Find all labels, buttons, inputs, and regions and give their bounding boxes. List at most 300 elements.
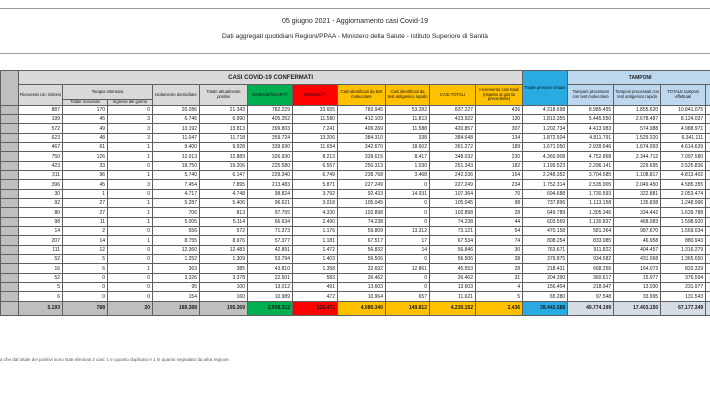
table-row [1, 255, 710, 264]
partial-cell [706, 217, 710, 226]
value-cell: 1.030 [386, 161, 430, 170]
region-cell [1, 161, 19, 170]
value-cell: 911.822 [568, 245, 614, 254]
value-cell: 71.373 [248, 227, 293, 236]
table-row [1, 143, 710, 152]
value-cell: 4.360.908 [523, 152, 568, 161]
value-cell: 14 [19, 227, 63, 236]
value-cell: 0 [63, 273, 108, 282]
value-cell: 833.985 [568, 236, 614, 245]
value-cell: 229.695 [614, 161, 661, 170]
header-row-1 [1, 85, 710, 100]
value-cell: 0 [108, 245, 153, 254]
value-cell: 213.483 [248, 180, 293, 189]
region-cell [1, 217, 19, 226]
value-cell: 1.358 [293, 264, 338, 273]
value-cell: 56.832 [338, 245, 386, 254]
value-cell: 8.985.455 [568, 105, 614, 114]
value-cell: 56.846 [430, 245, 476, 254]
value-cell: 5.406 [200, 199, 248, 208]
region-cell [1, 171, 19, 180]
value-cell: 322.881 [614, 189, 661, 198]
value-cell: 170 [63, 105, 108, 114]
value-cell: 102.898 [338, 208, 386, 217]
partial-cell [706, 245, 710, 254]
value-cell: 737.896 [523, 199, 568, 208]
region-cell [1, 245, 19, 254]
value-cell: 1.181 [293, 236, 338, 245]
value-cell: 5.287 [153, 199, 200, 208]
total-cell: 67.177.349 [661, 301, 706, 315]
region-cell [1, 264, 19, 273]
value-cell: 8.417 [386, 152, 430, 161]
value-cell: 363 [153, 264, 200, 273]
value-cell: 28 [476, 208, 523, 217]
col-header-casi-antigenico: Casi identificati da test antigenico rapido [386, 85, 430, 106]
value-cell: 7.241 [293, 124, 338, 133]
col-header-casi-molecolare: Casi identificati da test molecolare [338, 85, 386, 106]
region-cell [1, 208, 19, 217]
partial-cell [706, 152, 710, 161]
value-cell: 0 [108, 255, 153, 264]
value-cell: 6 [19, 292, 63, 301]
value-cell: 934.582 [568, 255, 614, 264]
value-cell: 189 [476, 143, 523, 152]
value-cell: 396 [19, 180, 63, 189]
value-cell: 2.049.450 [614, 180, 661, 189]
value-cell: 13.012 [248, 283, 293, 292]
value-cell: 3 [108, 180, 153, 189]
value-cell: 409.269 [338, 124, 386, 133]
value-cell: 0 [386, 208, 430, 217]
value-cell: 0 [386, 199, 430, 208]
value-cell: 8.213 [293, 152, 338, 161]
total-cell: 2.436 [476, 301, 523, 315]
value-cell: 59.809 [338, 227, 386, 236]
value-cell: 1 [108, 264, 153, 273]
value-cell: 131.543 [661, 292, 706, 301]
value-cell: 668.256 [568, 264, 614, 273]
value-cell: 0 [386, 255, 430, 264]
value-cell: 10.964 [338, 292, 386, 301]
total-cell: 149.812 [386, 301, 430, 315]
table-row [1, 180, 710, 189]
col-header-tamponi-totale: TOTALE tamponi effettuati [661, 85, 706, 106]
table-row [1, 264, 710, 273]
partial-cell [706, 273, 710, 282]
value-cell: 56.506 [338, 255, 386, 264]
value-cell: 57.377 [248, 236, 293, 245]
value-cell: 182 [476, 161, 523, 170]
col-header-casi-totali: CASI TOTALI [430, 85, 476, 106]
value-cell: 61 [63, 143, 108, 152]
partial-cell [706, 189, 710, 198]
value-cell: 80 [19, 208, 63, 217]
value-cell: 130 [476, 115, 523, 124]
value-cell: 227.249 [338, 180, 386, 189]
value-cell: 52 [19, 255, 63, 264]
value-cell: 14.931 [386, 189, 430, 198]
value-cell: 9.928 [200, 143, 248, 152]
value-cell: 10.989 [248, 292, 293, 301]
value-cell: 30 [476, 245, 523, 254]
value-cell: 0 [108, 105, 153, 114]
value-cell: 8.124.037 [661, 115, 706, 124]
value-cell: 1.730.593 [568, 189, 614, 198]
value-cell: 360.617 [568, 273, 614, 282]
value-cell: 12.360 [153, 245, 200, 254]
value-cell: 31 [476, 273, 523, 282]
value-cell: 1.855.620 [614, 105, 661, 114]
value-cell: 56.506 [430, 255, 476, 264]
table-row [1, 292, 710, 301]
value-cell: 1.365.650 [661, 255, 706, 264]
value-cell: 49 [63, 124, 108, 133]
value-cell: 0 [386, 283, 430, 292]
value-cell: 1.639.788 [661, 208, 706, 217]
value-cell: 6.557 [293, 161, 338, 170]
value-cell: 7.454 [153, 180, 200, 189]
value-cell: 6.990 [200, 115, 248, 124]
value-cell: 227.249 [430, 180, 476, 189]
value-cell: 98 [476, 199, 523, 208]
value-cell: 887 [19, 105, 63, 114]
value-cell: 1 [108, 152, 153, 161]
value-cell: 229.340 [248, 171, 293, 180]
value-cell: 14 [386, 245, 430, 254]
value-cell: 1 [108, 236, 153, 245]
value-cell: 1 [108, 171, 153, 180]
table-row [1, 133, 710, 142]
value-cell: 420.857 [430, 124, 476, 133]
value-cell: 782.229 [248, 105, 293, 114]
table-row [1, 105, 710, 114]
value-cell: 339.690 [248, 143, 293, 152]
value-cell: 412.109 [338, 115, 386, 124]
value-cell: 2.248.352 [523, 171, 568, 180]
value-cell: 399.803 [248, 124, 293, 133]
value-cell: 44 [476, 217, 523, 226]
value-cell: 45 [63, 180, 108, 189]
total-cell: 28.442.588 [523, 301, 568, 315]
value-cell: 70 [476, 189, 523, 198]
col-header-deceduti: DECEDUTI [293, 85, 338, 106]
region-cell [1, 227, 19, 236]
value-cell: 6.749 [293, 171, 338, 180]
value-cell: 8.755 [153, 236, 200, 245]
total-cell: 5.193 [19, 301, 63, 315]
value-cell: 242.236 [430, 171, 476, 180]
value-cell: 0 [386, 180, 430, 189]
total-cell: 20 [108, 301, 153, 315]
band-casi-confermati: CASI COVID-19 CONFERMATI [19, 71, 523, 85]
value-cell: 11.047 [153, 133, 200, 142]
value-cell: 6.746 [153, 115, 200, 124]
value-cell: 404.457 [614, 245, 661, 254]
region-cell [1, 105, 19, 114]
value-cell: 13.312 [386, 227, 430, 236]
value-cell: 657 [386, 292, 430, 301]
value-cell: 4.988.971 [661, 124, 706, 133]
value-cell: 4.585.355 [661, 180, 706, 189]
value-cell: 7.097.580 [661, 152, 706, 161]
value-cell: 0 [63, 283, 108, 292]
value-cell: 43.810 [248, 264, 293, 273]
value-cell: 105.045 [338, 199, 386, 208]
value-cell: 96 [63, 171, 108, 180]
value-cell: 5 [476, 292, 523, 301]
value-cell: 11.621 [430, 292, 476, 301]
value-cell: 832.329 [661, 264, 706, 273]
partial-cell [706, 264, 710, 273]
value-cell: 250.313 [338, 161, 386, 170]
value-cell: 339.615 [338, 152, 386, 161]
value-cell: 1.813.355 [523, 115, 568, 124]
table-row [1, 236, 710, 245]
value-cell: 27 [63, 199, 108, 208]
totals-region-cell [1, 301, 19, 315]
value-cell: 234 [476, 180, 523, 189]
value-cell: 53.282 [386, 105, 430, 114]
table-row [1, 245, 710, 254]
value-cell: 1 [108, 199, 153, 208]
value-cell: 423.922 [430, 115, 476, 124]
table-row [1, 217, 710, 226]
value-cell: 238.768 [338, 171, 386, 180]
col-header-dimessi-guariti: DIMESSI/GUARITI [248, 85, 293, 106]
value-cell: 384.310 [338, 133, 386, 142]
value-cell: 38 [476, 255, 523, 264]
value-cell: 1.569.034 [661, 227, 706, 236]
value-cell: 3 [108, 124, 153, 133]
partial-cell [706, 133, 710, 142]
region-column-header [1, 71, 19, 106]
covid-data-table [0, 70, 710, 316]
value-cell: 348.032 [430, 152, 476, 161]
value-cell: 1 [63, 189, 108, 198]
value-cell: 30 [19, 189, 63, 198]
partial-cell [706, 236, 710, 245]
value-cell: 1 [108, 217, 153, 226]
value-cell: 1.752.314 [523, 180, 568, 189]
value-cell: 3.704.585 [568, 171, 614, 180]
value-cell: 65.280 [523, 292, 568, 301]
value-cell: 1.598.920 [661, 217, 706, 226]
partial-cell [706, 292, 710, 301]
value-cell: 1.316.279 [661, 245, 706, 254]
value-cell: 361.272 [430, 143, 476, 152]
table-row [1, 189, 710, 198]
value-cell: 11.580 [293, 115, 338, 124]
value-cell: 556 [153, 227, 200, 236]
value-cell: 1 [108, 208, 153, 217]
value-cell: 0 [108, 292, 153, 301]
region-cell [1, 292, 19, 301]
region-cell [1, 255, 19, 264]
value-cell: 2.296.141 [568, 161, 614, 170]
col-header-incremento: Incremento casi totali (rispetto al giorno precedente) [476, 85, 523, 106]
value-cell: 73.121 [430, 227, 476, 236]
value-cell: 45 [63, 115, 108, 124]
value-cell: 251.343 [430, 161, 476, 170]
value-cell: 92 [19, 199, 63, 208]
total-cell: 17.403.150 [614, 301, 661, 315]
value-cell: 623 [19, 133, 63, 142]
value-cell: 11.654 [293, 143, 338, 152]
value-cell: 3.792 [293, 189, 338, 198]
value-cell: 13.206 [293, 133, 338, 142]
value-cell: 15.977 [614, 273, 661, 282]
value-cell: 52 [19, 273, 63, 282]
value-cell: 97.548 [568, 292, 614, 301]
value-cell: 431.068 [614, 255, 661, 264]
partial-cell [706, 301, 710, 315]
col-header-tamponi-molecolare: Tamponi processati con test molecolare [568, 85, 614, 106]
totals-row [1, 301, 710, 315]
value-cell: 14 [63, 236, 108, 245]
value-cell: 12.013 [153, 152, 200, 161]
col-header-ti-ingressi: Ingressi del giorno [108, 100, 153, 106]
value-cell: 9.400 [153, 143, 200, 152]
partial-cell [706, 180, 710, 189]
region-cell [1, 143, 19, 152]
region-cell [1, 152, 19, 161]
value-cell: 581.364 [568, 227, 614, 236]
value-cell: 10.841.075 [661, 105, 706, 114]
value-cell: 1.872.504 [523, 133, 568, 142]
value-cell: 74 [476, 236, 523, 245]
value-cell: 376.594 [661, 273, 706, 282]
value-cell: 13.603 [430, 283, 476, 292]
value-cell: 385 [200, 264, 248, 273]
value-cell: 359.724 [248, 133, 293, 142]
value-cell: 7.895 [200, 180, 248, 189]
value-cell: 423 [19, 161, 63, 170]
value-cell: 5.005 [153, 217, 200, 226]
value-cell: 66.634 [248, 217, 293, 226]
value-cell: 67.517 [338, 236, 386, 245]
value-cell: 379.875 [523, 255, 568, 264]
value-cell: 111 [19, 245, 63, 254]
value-cell: 12.483 [200, 245, 248, 254]
value-cell: 11.718 [200, 133, 248, 142]
value-cell: 603.569 [523, 217, 568, 226]
value-cell: 199 [19, 115, 63, 124]
value-cell: 0 [63, 292, 108, 301]
bulletin-subtitle: Dati aggregati quotidiani Regioni/PPAA - Ministero della Salute - Istituto Superiore di Sanità [222, 33, 488, 40]
value-cell: 98.824 [248, 189, 293, 198]
col-group-terapia-intensiva: Terapia intensiva [63, 85, 153, 100]
value-cell: 2.678.487 [614, 115, 661, 124]
value-cell: 154 [476, 171, 523, 180]
value-cell: 572 [19, 124, 63, 133]
value-cell: 19.206 [200, 161, 248, 170]
value-cell: 4.330 [293, 208, 338, 217]
value-cell: 0 [108, 283, 153, 292]
region-cell [1, 189, 19, 198]
value-cell: 4.413.983 [568, 124, 614, 133]
value-cell: 5.871 [293, 180, 338, 189]
value-cell: 384.648 [430, 133, 476, 142]
value-cell: 3.018 [293, 199, 338, 208]
value-cell: 468.083 [614, 217, 661, 226]
value-cell: 18.602 [386, 143, 430, 152]
table-row [1, 115, 710, 124]
value-cell: 20.286 [153, 105, 200, 114]
value-cell: 6.147 [200, 171, 248, 180]
value-cell: 225.580 [248, 161, 293, 170]
table-row [1, 273, 710, 282]
value-cell: 26.462 [338, 273, 386, 282]
value-cell: 8.976 [200, 236, 248, 245]
value-cell: 880.943 [661, 236, 706, 245]
value-cell: 0 [108, 227, 153, 236]
value-cell: 405.352 [248, 115, 293, 124]
value-cell: 436 [476, 105, 523, 114]
table-row [1, 227, 710, 236]
value-cell: 4.614.639 [661, 143, 706, 152]
value-cell: 74.238 [338, 217, 386, 226]
value-cell: 1.202.734 [523, 124, 568, 133]
partial-cell [706, 105, 710, 114]
value-cell: 204.390 [523, 273, 568, 282]
value-cell: 126 [63, 152, 108, 161]
partial-cell [706, 143, 710, 152]
value-cell: 16 [19, 264, 63, 273]
value-cell: 1.252 [153, 255, 200, 264]
total-cell: 4.230.152 [430, 301, 476, 315]
value-cell: 3.468 [386, 171, 430, 180]
value-cell: 12 [63, 245, 108, 254]
value-cell: 48 [63, 133, 108, 142]
value-cell: 135.838 [614, 199, 661, 208]
value-cell: 3.378 [200, 273, 248, 282]
table-row [1, 171, 710, 180]
value-cell: 470.158 [523, 227, 568, 236]
value-cell: 311 [19, 171, 63, 180]
bulletin-title: 05 giugno 2021 - Aggiornamento casi Covid-19 [282, 18, 428, 25]
value-cell: 1.674.993 [614, 143, 661, 152]
value-cell: 6 [63, 264, 108, 273]
total-cell: 788 [63, 301, 108, 315]
value-cell: 1.108.817 [614, 171, 661, 180]
value-cell: 2.939.646 [568, 143, 614, 152]
value-cell: 4.717 [153, 189, 200, 198]
value-cell: 45.553 [430, 264, 476, 273]
value-cell: 3.326 [153, 273, 200, 282]
value-cell: 13.603 [338, 283, 386, 292]
value-cell: 27 [63, 208, 108, 217]
value-cell: 11.588 [386, 124, 430, 133]
value-cell: 0 [108, 161, 153, 170]
band-row [1, 71, 710, 85]
value-cell: 0 [386, 273, 430, 282]
value-cell: 1.113.158 [568, 199, 614, 208]
partial-cell [706, 199, 710, 208]
value-cell: 13.813 [200, 124, 248, 133]
value-cell: 2.344.712 [614, 152, 661, 161]
value-cell: 0 [108, 273, 153, 282]
value-cell: 134 [476, 133, 523, 142]
value-cell: 18.750 [153, 161, 200, 170]
value-cell: 472 [293, 292, 338, 301]
value-cell: 2 [63, 227, 108, 236]
table-row [1, 152, 710, 161]
region-cell [1, 133, 19, 142]
total-cell: 195.369 [200, 301, 248, 315]
band-tamponi: TAMPONI [568, 71, 710, 85]
value-cell: 4.811.791 [568, 133, 614, 142]
